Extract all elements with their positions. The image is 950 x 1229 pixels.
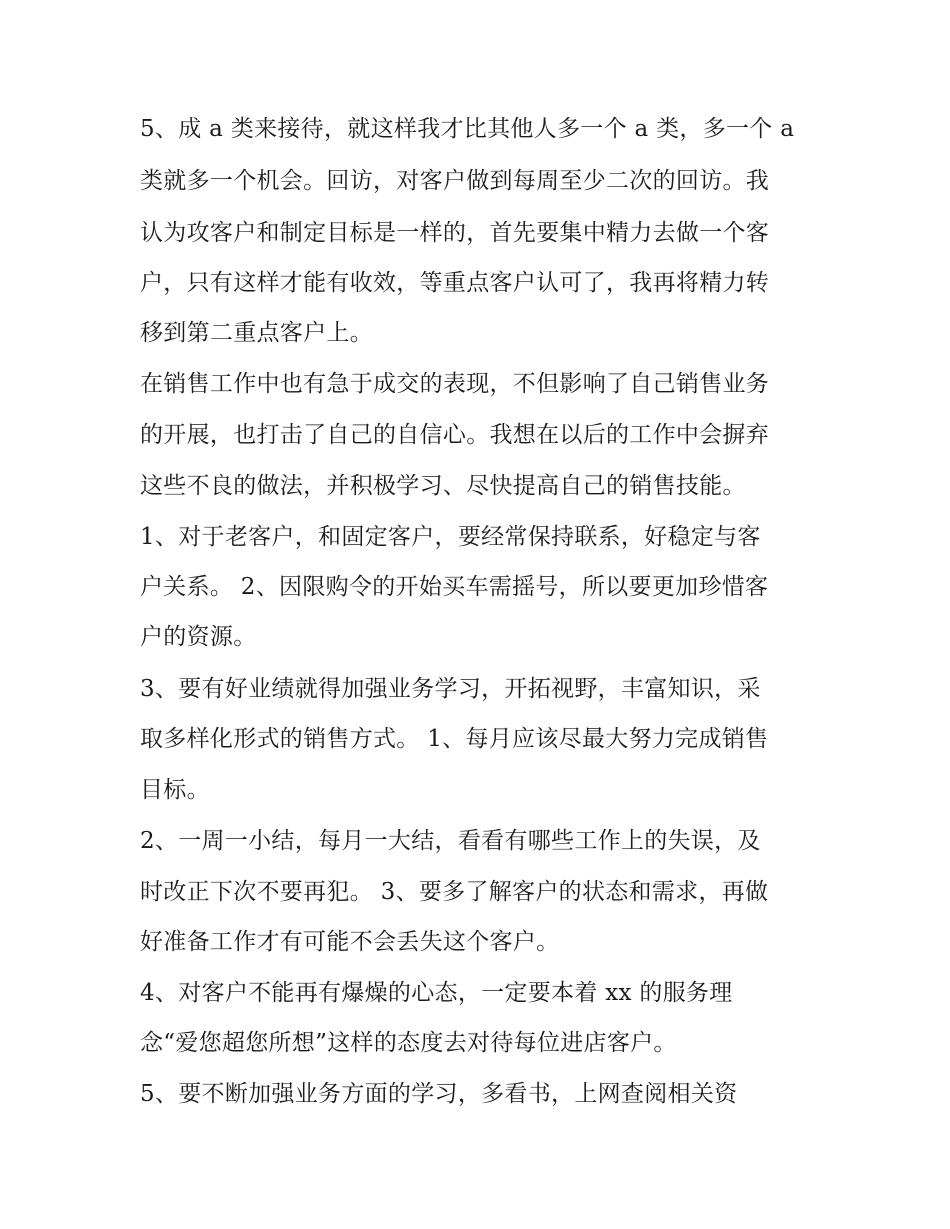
text-line: 户的资源。: [140, 624, 257, 650]
text-line: 的开展，也打击了自己的自信心。我想在以后的工作中会摒弃: [140, 422, 770, 448]
text-line: 目标。: [140, 777, 210, 803]
text-line: 户关系。 2、因限购令的开始买车需摇号，所以要更加珍惜客: [140, 574, 769, 600]
text-line: 认为攻客户和制定目标是一样的，首先要集中精力去做一个客: [140, 220, 770, 246]
text-line: 在销售工作中也有急于成交的表现，不但影响了自己销售业务: [140, 371, 770, 397]
text-line: 取多样化形式的销售方式。 1、每月应该尽最大努力完成销售: [140, 726, 769, 752]
text-line: 时改正下次不要再犯。 3、要多了解客户的状态和需求，再做: [140, 879, 769, 905]
text-line: 5、成 a 类来接待，就这样我才比其他人多一个 a 类，多一个 a: [140, 116, 795, 142]
text-line: 类就多一个机会。回访，对客户做到每周至少二次的回访。我: [140, 168, 770, 194]
text-line: 好准备工作才有可能不会丢失这个客户。: [140, 929, 560, 955]
text-line: 户，只有这样才能有收效，等重点客户认可了，我再将精力转: [140, 270, 770, 296]
text-line: 移到第二重点客户上。: [140, 320, 373, 346]
text-line: 3、要有好业绩就得加强业务学习，开拓视野，丰富知识，采: [140, 676, 761, 702]
text-line: 念“爱您超您所想”这样的态度去对待每位进店客户。: [140, 1030, 677, 1056]
text-line: 1、对于老客户，和固定客户，要经常保持联系，好稳定与客: [140, 524, 761, 550]
text-line: 这些不良的做法，并积极学习、尽快提高自己的销售技能。: [140, 473, 746, 499]
text-line: 4、对客户不能再有爆燥的心态，一定要本着 xx 的服务理: [140, 980, 733, 1006]
text-line: 2、一周一小结，每月一大结，看看有哪些工作上的失误，及: [140, 828, 761, 854]
text-line: 5、要不断加强业务方面的学习，多看书，上网查阅相关资: [140, 1081, 738, 1107]
